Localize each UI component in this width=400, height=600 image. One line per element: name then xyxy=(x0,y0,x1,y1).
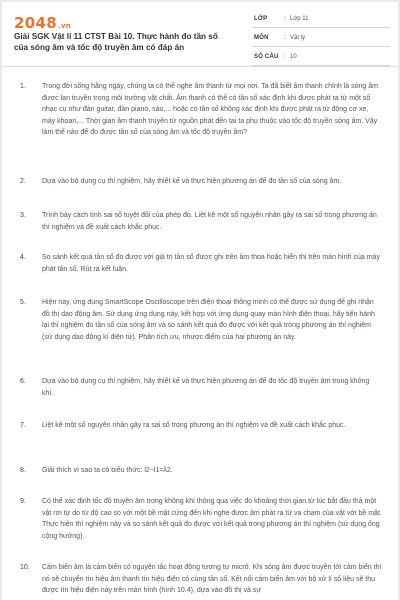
meta-class: LỚP : Lớp 11 xyxy=(252,14,390,28)
document-page: 2048.vn Giải SGK Vật lí 11 CTST Bài 10. Thực hành đo tần số của sóng âm và tốc độ truyền âm có đáp án LỚP : Lớp 11 MÔN : Vật lý SỐ CÂU : 10 1. Trong đời sống hằng ngày, chúng ta có thể nghe âm thanh từ mọi nơi. Ta đã biết âm thanh chính là sóng âm được lan truyền trong môi trường vật chất. Âm thanh có thể có tần số xác định khi được phát ra từ một số nhạc cụ như đàn guitar, đàn piano, sáo,... hoặc có tần số không xác định khi được phát ra từ động cơ xe, máy khoan,... Thời gian âm thanh truyền từ nguồn phát đến tai ta phụ thuộc vào tốc độ truyền sóng âm. Vậy làm thế nào để đo được tần số của sóng âm và tốc độ truyền âm? 2. Dựa vào bộ dụng cụ thí nghiệm, hãy thiết kế và thực hiện phương án để đo tần số của sóng âm. 3. Trình bày cách tính sai số tuyệt đối của phép đo. Liệt kê một số nguyên nhân gây ra sai số trong phương án thí nghiệm và đề xuất cách khắc phục. 4. So sánh kết quả tần số đo được với giá trị tần số được ghi trên âm thoa hoặc hiển thị trên màn hình của máy phát tần số. Rút ra kết luận. 5. Hiện nay, ứng dụng SmartScope Oscilloscope trên điện thoại thông minh có thể được sử dụng để ghi nhận đồ thị dao động âm. Sử dụng ứng dụng này, kết hợp với ứng dụng quay màn hình điện thoại, hãy tiến hành lại thí nghiệm đo tần số của sóng âm và so sánh kết quả đo được với kết quả trong phương án thí nghiệm (sử dụng dao động kí điện tử). Phân tích ưu, nhược điểm của hai phương án này. 6. Dựa vào bộ dụng cụ thí nghiệm, hãy thiết kế và thực hiện phương án để đo tốc độ truyền âm trong không khí. 7. Liệt kê một số nguyên nhân gây ra sai số trong phương án thí nghiệm và đề xuất cách khắc phục. 8. Giải thích vì sao ta có biểu thức: l2−l1=λ2. 9. Có thể xác định tốc độ truyền âm trong không khí thông qua việc đo khoảng thời gian từ lúc bắt đầu thả một vật rơi tự do từ độ cao so với một bề mặt cứng đến khi nghe được âm phát ra từ va chạm của vật với bề mặt. Thực hiện thí nghiệm này và so sánh kết quả đo được với kết quả trong phương án thí nghiệm (sử dụng ống cộng hưởng). 10. Cảm biến âm là cảm biến có nguyên tắc hoạt động tương tự micrô. Khi sóng âm được truyền tới cảm biến thì nó sẽ chuyển tín hiệu âm thanh tín hiệu điện có cùng tần số. Kết nối cảm biến âm với bộ xử lí số liệu sẽ thu được tín hiệu điện này trên màn hình (hình 10.4), dựa vào đồ thị và sự xyxy=(2,2,398,600)
page-title: Giải SGK Vật lí 11 CTST Bài 10. Thực hành đo tần số của sóng âm và tốc độ truyền âm có đáp án xyxy=(14,32,218,52)
document-meta xyxy=(252,14,390,71)
site-logo[interactable]: 2048.vn xyxy=(14,14,72,32)
document-header xyxy=(2,2,398,64)
meta-subject: MÔN : Vật lý xyxy=(252,33,390,47)
header-divider xyxy=(2,66,398,67)
meta-question-count: SỐ CÂU : 10 xyxy=(252,52,390,66)
